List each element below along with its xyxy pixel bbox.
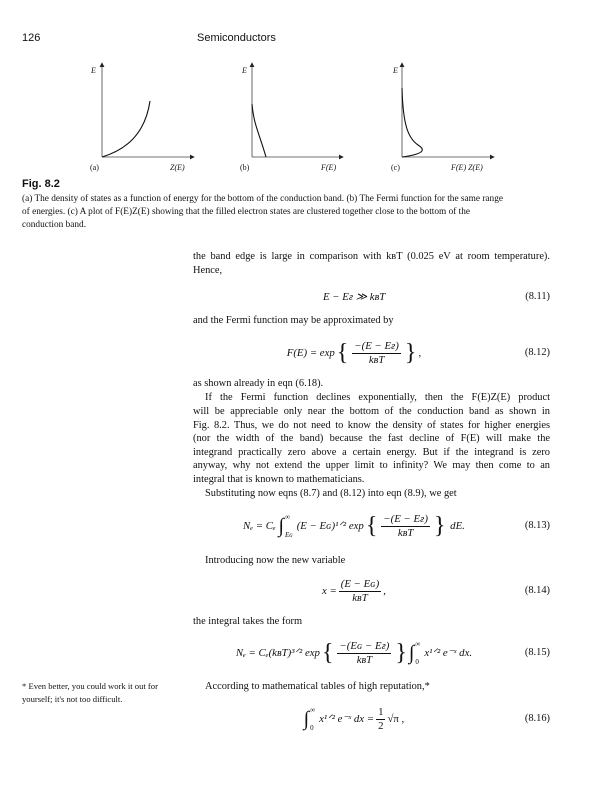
equation-row-8-11	[193, 290, 550, 304]
running-title: Semiconductors	[197, 32, 276, 44]
equation-row-8-14	[193, 576, 550, 606]
body-line: (nor the width of the band) because the fast decline of F(E) will make the	[193, 433, 550, 444]
equation-row-8-13	[193, 510, 550, 542]
body-line: as shown already in eqn (6.18).	[193, 378, 324, 389]
caption-line: of energies. (c) A plot of F(E)Z(E) showing that the filled electron states are clustered together close to the bottom of the	[22, 207, 471, 217]
body-line: Hence,	[193, 265, 223, 276]
equation-row-8-16	[193, 703, 550, 735]
body-line: Introducing now the new variable	[205, 555, 346, 566]
caption-line: conduction band.	[22, 220, 87, 230]
product-curve	[402, 88, 422, 157]
equation-row-8-12	[193, 338, 550, 368]
equation-8-11: E − Eғ ≫ kʙT	[323, 290, 386, 303]
body-line: If the Fermi function declines exponentially, then the F(E)Z(E) product	[205, 392, 550, 403]
footnote-line: yourself; it's not too difficult.	[22, 694, 123, 704]
density-of-states-curve	[102, 101, 150, 157]
body-line: integral that is known to mathematicians.	[193, 474, 365, 485]
body-line: and the Fermi function may be approximated by	[193, 315, 394, 326]
body-line: Fig. 8.2. Thus, we do not need to know the density of states for higher energies	[193, 420, 550, 431]
figure-8-2-plots	[0, 0, 615, 160]
equation-8-12: F(E) = exp { $\frac{-(E - Eғ)}{\text{kʙT}}$ } ,	[286, 339, 422, 366]
panel-c-x-label: F(E) Z(E)	[451, 163, 483, 172]
body-line: Substituting now eqns (8.7) and (8.12) into eqn (8.9), we get	[205, 488, 457, 499]
equation-8-13: Nₑ = Cₑ ∫ ∞ Eɢ (E − Eɢ)¹ᐟ² exp { $\frac{-(E - Eғ)}{\text{kʙT}}$ } dE.	[243, 512, 465, 539]
fermi-function-curve	[252, 104, 266, 157]
equation-number: (8.16)	[524, 713, 550, 724]
panel-a-y-label: E	[91, 66, 96, 75]
figure-title: Fig. 8.2	[22, 178, 60, 190]
panel-a-x-label: Z(E)	[170, 163, 185, 172]
body-line: According to mathematical tables of high reputation,*	[205, 681, 430, 692]
panel-b-x-label: F(E)	[321, 163, 337, 172]
body-line: the integral takes the form	[193, 616, 303, 627]
panel-b-y-label: E	[242, 66, 247, 75]
equation-8-16: ∫ ∞ 0 x¹ᐟ² e⁻ˣ dx = $\frac{1}{2}$ √π ,	[303, 705, 405, 732]
equation-8-15: Nₑ = Cₑ(kʙT)³ᐟ² exp { $\frac{\text{−(Eɢ − Eғ)}}{\text{kʙT}}$ } ∫ ∞ 0 x¹ᐟ² e⁻ˣ dx.	[235, 639, 473, 666]
footnote-line: * Even better, you could work it out for	[22, 681, 158, 691]
equation-row-8-15	[193, 637, 550, 669]
panel-c-tag: (c)	[391, 163, 400, 172]
page-number: 126	[22, 32, 41, 44]
equation-8-14: x = $\frac{\text{(E − Eɢ)}}{\text{kʙT}}$ ,	[322, 577, 386, 604]
panel-b-axes	[252, 63, 343, 157]
body-line: anyway, why not extend the upper limit to infinity? We may then come to an	[193, 460, 550, 471]
body-line: the band edge is large in comparison with kʙT (0.025 eV at room temperature).	[193, 251, 550, 262]
panel-a-tag: (a)	[90, 163, 99, 172]
equation-number: (8.12)	[524, 347, 550, 358]
panel-b-tag: (b)	[240, 163, 250, 172]
body-line: integrand practically zero above a certain energy. But if the integrand is zero	[193, 447, 550, 458]
equation-number: (8.14)	[524, 585, 550, 596]
caption-line: (a) The density of states as a function of energy for the bottom of the conduction band. (b) The Fermi function for the same range	[22, 194, 503, 204]
equation-number: (8.11)	[525, 291, 550, 302]
body-line: will be appreciable only near the bottom of the conduction band as shown in	[193, 406, 550, 417]
panel-c-y-label: E	[393, 66, 398, 75]
equation-number: (8.15)	[524, 647, 550, 658]
equation-number: (8.13)	[524, 520, 550, 531]
